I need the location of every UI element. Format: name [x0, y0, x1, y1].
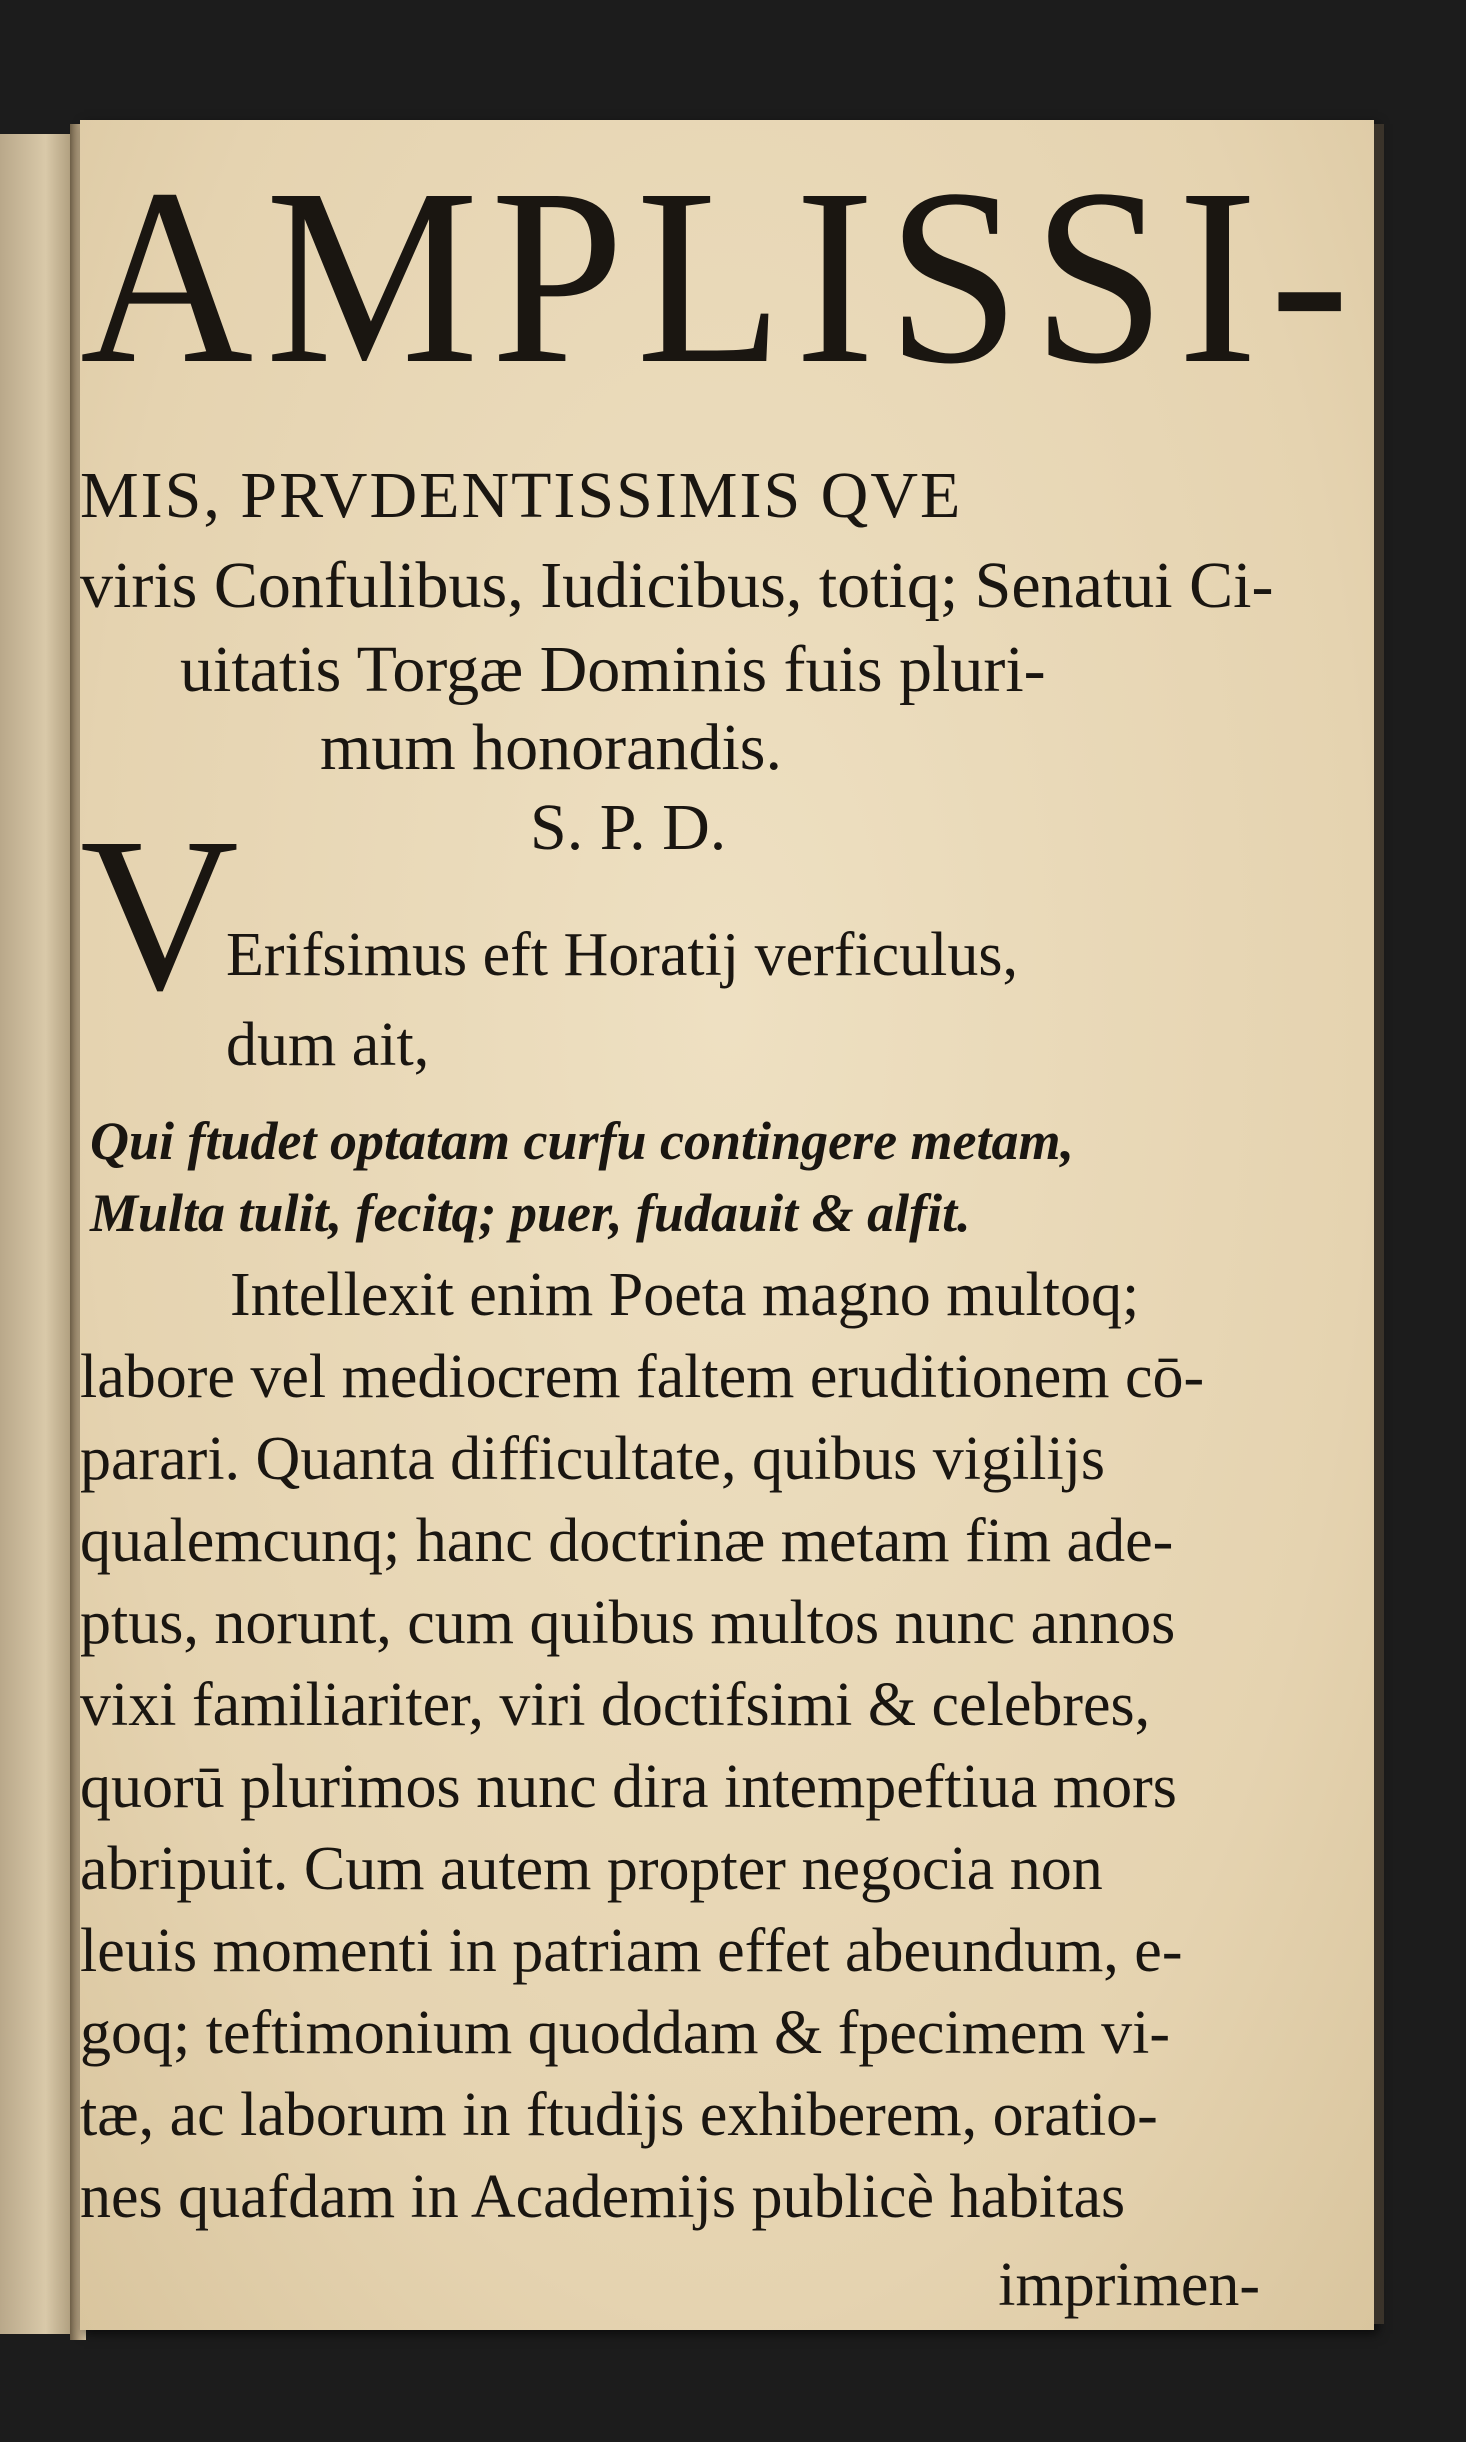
drop-capital: V [80, 792, 239, 1036]
body-line: qualemcunq; hanc doctrinæ metam fim ade- [80, 1507, 1174, 1575]
catchword: imprimen- [998, 2251, 1260, 2319]
body-line: parari. Quanta difficultate, quibus vigilijs [80, 1425, 1106, 1493]
body-line: vixi familiariter, viri doctifsimi & celebres, [80, 1671, 1151, 1739]
verse-line-2: Multa tulit, fecitq; puer, fudauit & alfit. [90, 1183, 971, 1243]
body-line: labore vel mediocrem faltem eruditionem cō- [80, 1343, 1205, 1411]
body-line-2: dum ait, [226, 1011, 430, 1079]
body-line-1: Erifsimus eft Horatij verficulus, [226, 921, 1019, 989]
body-line: leuis momenti in patriam effet abeundum, e- [80, 1917, 1183, 1985]
body-line: ptus, norunt, cum quibus multos nunc annos [80, 1589, 1176, 1657]
verse-line-1: Qui ftudet optatam curfu contingere metam, [90, 1111, 1075, 1171]
body-line: Intellexit enim Poeta magno multoq; [230, 1261, 1140, 1329]
body-line: goq; teftimonium quoddam & fpecimem vi- [80, 1999, 1170, 2067]
body-line: abripuit. Cum autem propter negocia non [80, 1835, 1103, 1903]
page-shadow-edge [1374, 124, 1384, 2324]
title-large: AMPLISSI- [80, 136, 1362, 416]
title-line-3: viris Confulibus, Iudicibus, totiq; Senatui Ci- [80, 549, 1274, 622]
body-line: tæ, ac laborum in ftudijs exhiberem, oratio- [80, 2081, 1158, 2149]
book-page [80, 120, 1374, 2330]
salutation: S. P. D. [530, 791, 727, 864]
facing-page-edge [0, 134, 76, 2334]
body-line: quorū plurimos nunc dira intempeftiua mors [80, 1753, 1177, 1821]
title-line-4: uitatis Torgæ Dominis fuis pluri- [180, 633, 1046, 706]
title-line-5: mum honorandis. [320, 711, 782, 784]
body-line: nes quafdam in Academijs publicè habitas [80, 2163, 1126, 2231]
title-line-2: MIS, PRVDENTISSIMIS QVE [80, 459, 963, 532]
